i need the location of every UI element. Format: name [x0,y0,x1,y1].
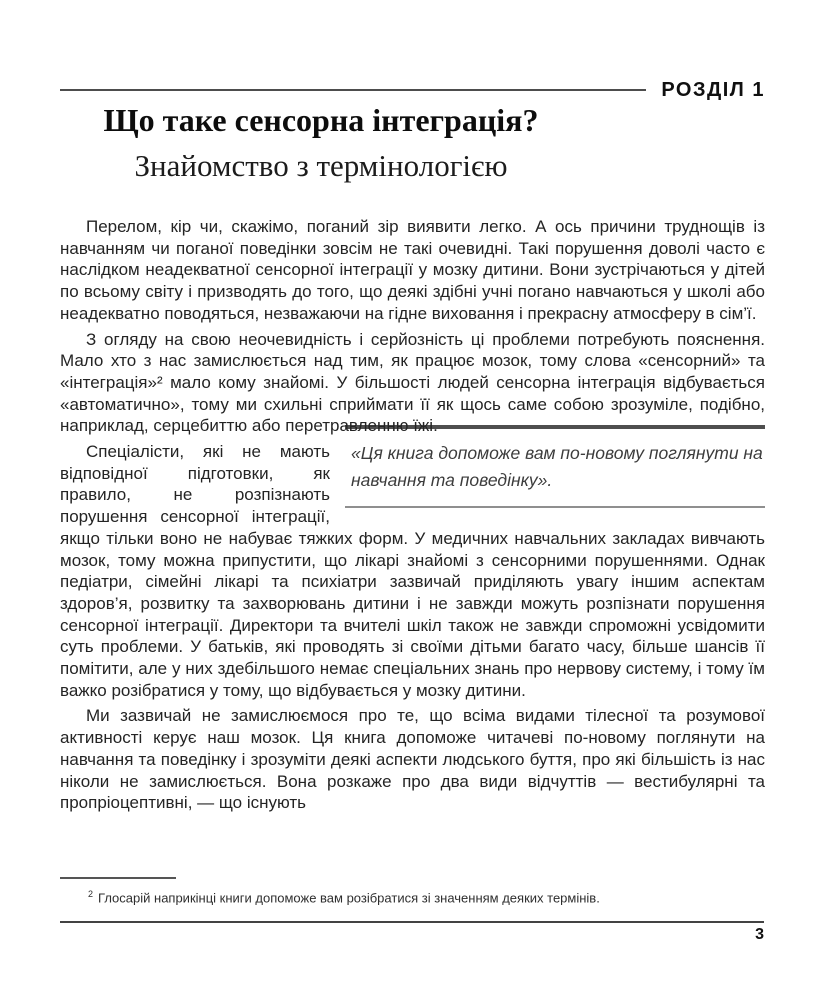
quote-bottom-rule [345,506,765,508]
chapter-header [60,80,765,100]
paragraph-3-wrap [60,441,765,701]
page-number: 3 [755,926,764,943]
paragraph-1: Перелом, кір чи, скажімо, поганий зір виявити легко. А ось причини труднощів із навчанням чи поганої поведінки зовсім не такі очевидні. Такі порушення доволі часто є наслідком неадекватної сенсорної інтеграції у мозку дитини. Вони зустрічаються у дітей по всьому світу і призводять до того, що деякі здібні учні погано навчаються у школі або неадекватно поводяться, незважаючи на гідне виховання і прекрасну атмосферу в сім’ї. [60,217,765,323]
quote-text: «Ця книга допоможе вам по-новому поглянути на навчання та поведінку». [351,443,763,491]
body-text [60,216,765,814]
chapter-label: РОЗДІЛ 1 [661,79,765,101]
page-subtitle: Знайомство з термінологією [134,148,508,183]
footnote-marker: 2 [88,889,94,899]
paragraph-4: Ми зазвичай не замислюємося про те, що всіма видами тілесної та розумової активності керує наш мозок. Ця книга допоможе читачеві по-новому поглянути на навчання та поведінку і зрозуміти деякі аспекти людського буття, про які більшість із нас ніколи не замислюється. Вона розкаже про два види відчуттів — вестибулярні та пропріоцептивні, — що існують [60,706,765,813]
footnote-block [60,877,765,906]
chapter-header-rule [60,89,646,91]
paragraph-2: З огляду на свою неочевидність і серйозність ці проблеми потребують пояснення. Мало хто з нас замислюється над тим, як працює мозок, тому слова «сенсорний» та «інтеграція»² мало кому знайомі. У більшості людей сенсорна інтеграція відбувається «автоматично», тому ми схильні сприймати її як щось саме собою зрозуміле, подібно, наприклад, серцебиттю або перетравленню їжі. [60,329,765,436]
footnote-text: Глосарій наприкінці книги допоможе вам розібратися зі значенням деяких термінів. [98,890,600,906]
footnote [60,886,765,906]
footer-rule [60,921,764,923]
pull-quote [345,425,765,508]
footnote-rule [60,877,176,879]
paragraph-3: Спеціалісти, які не мають відповідної підготовки, як правило, не розпізнають порушення сенсорної інтеграції, якщо тільки воно не набуває тяжких форм. У медичних навчальних закладах вивчають мозок, тому можна припустити, що лікарі знайомі з сенсорними порушеннями. Однак педіатри, сімейні лікарі та психіатри зазвичай приділяють увагу іншим аспектам здоров’я, розвитку та захворювань дитини і не завжди можуть розпізнати порушення сенсорної інтеграції. Директори та вчителі шкіл також не завжди спроможні усвідомити суть проблеми. У батьків, які проводять зі своїми дітьми багато часу, більше шансів її помітити, але у них здебільшого немає спеціальних знань про нервову систему, і тому їм важко розібратися у тому, що відбувається у мозку дитини. [60,442,765,700]
page-title: Що таке сенсорна інтеграція? [103,102,539,138]
